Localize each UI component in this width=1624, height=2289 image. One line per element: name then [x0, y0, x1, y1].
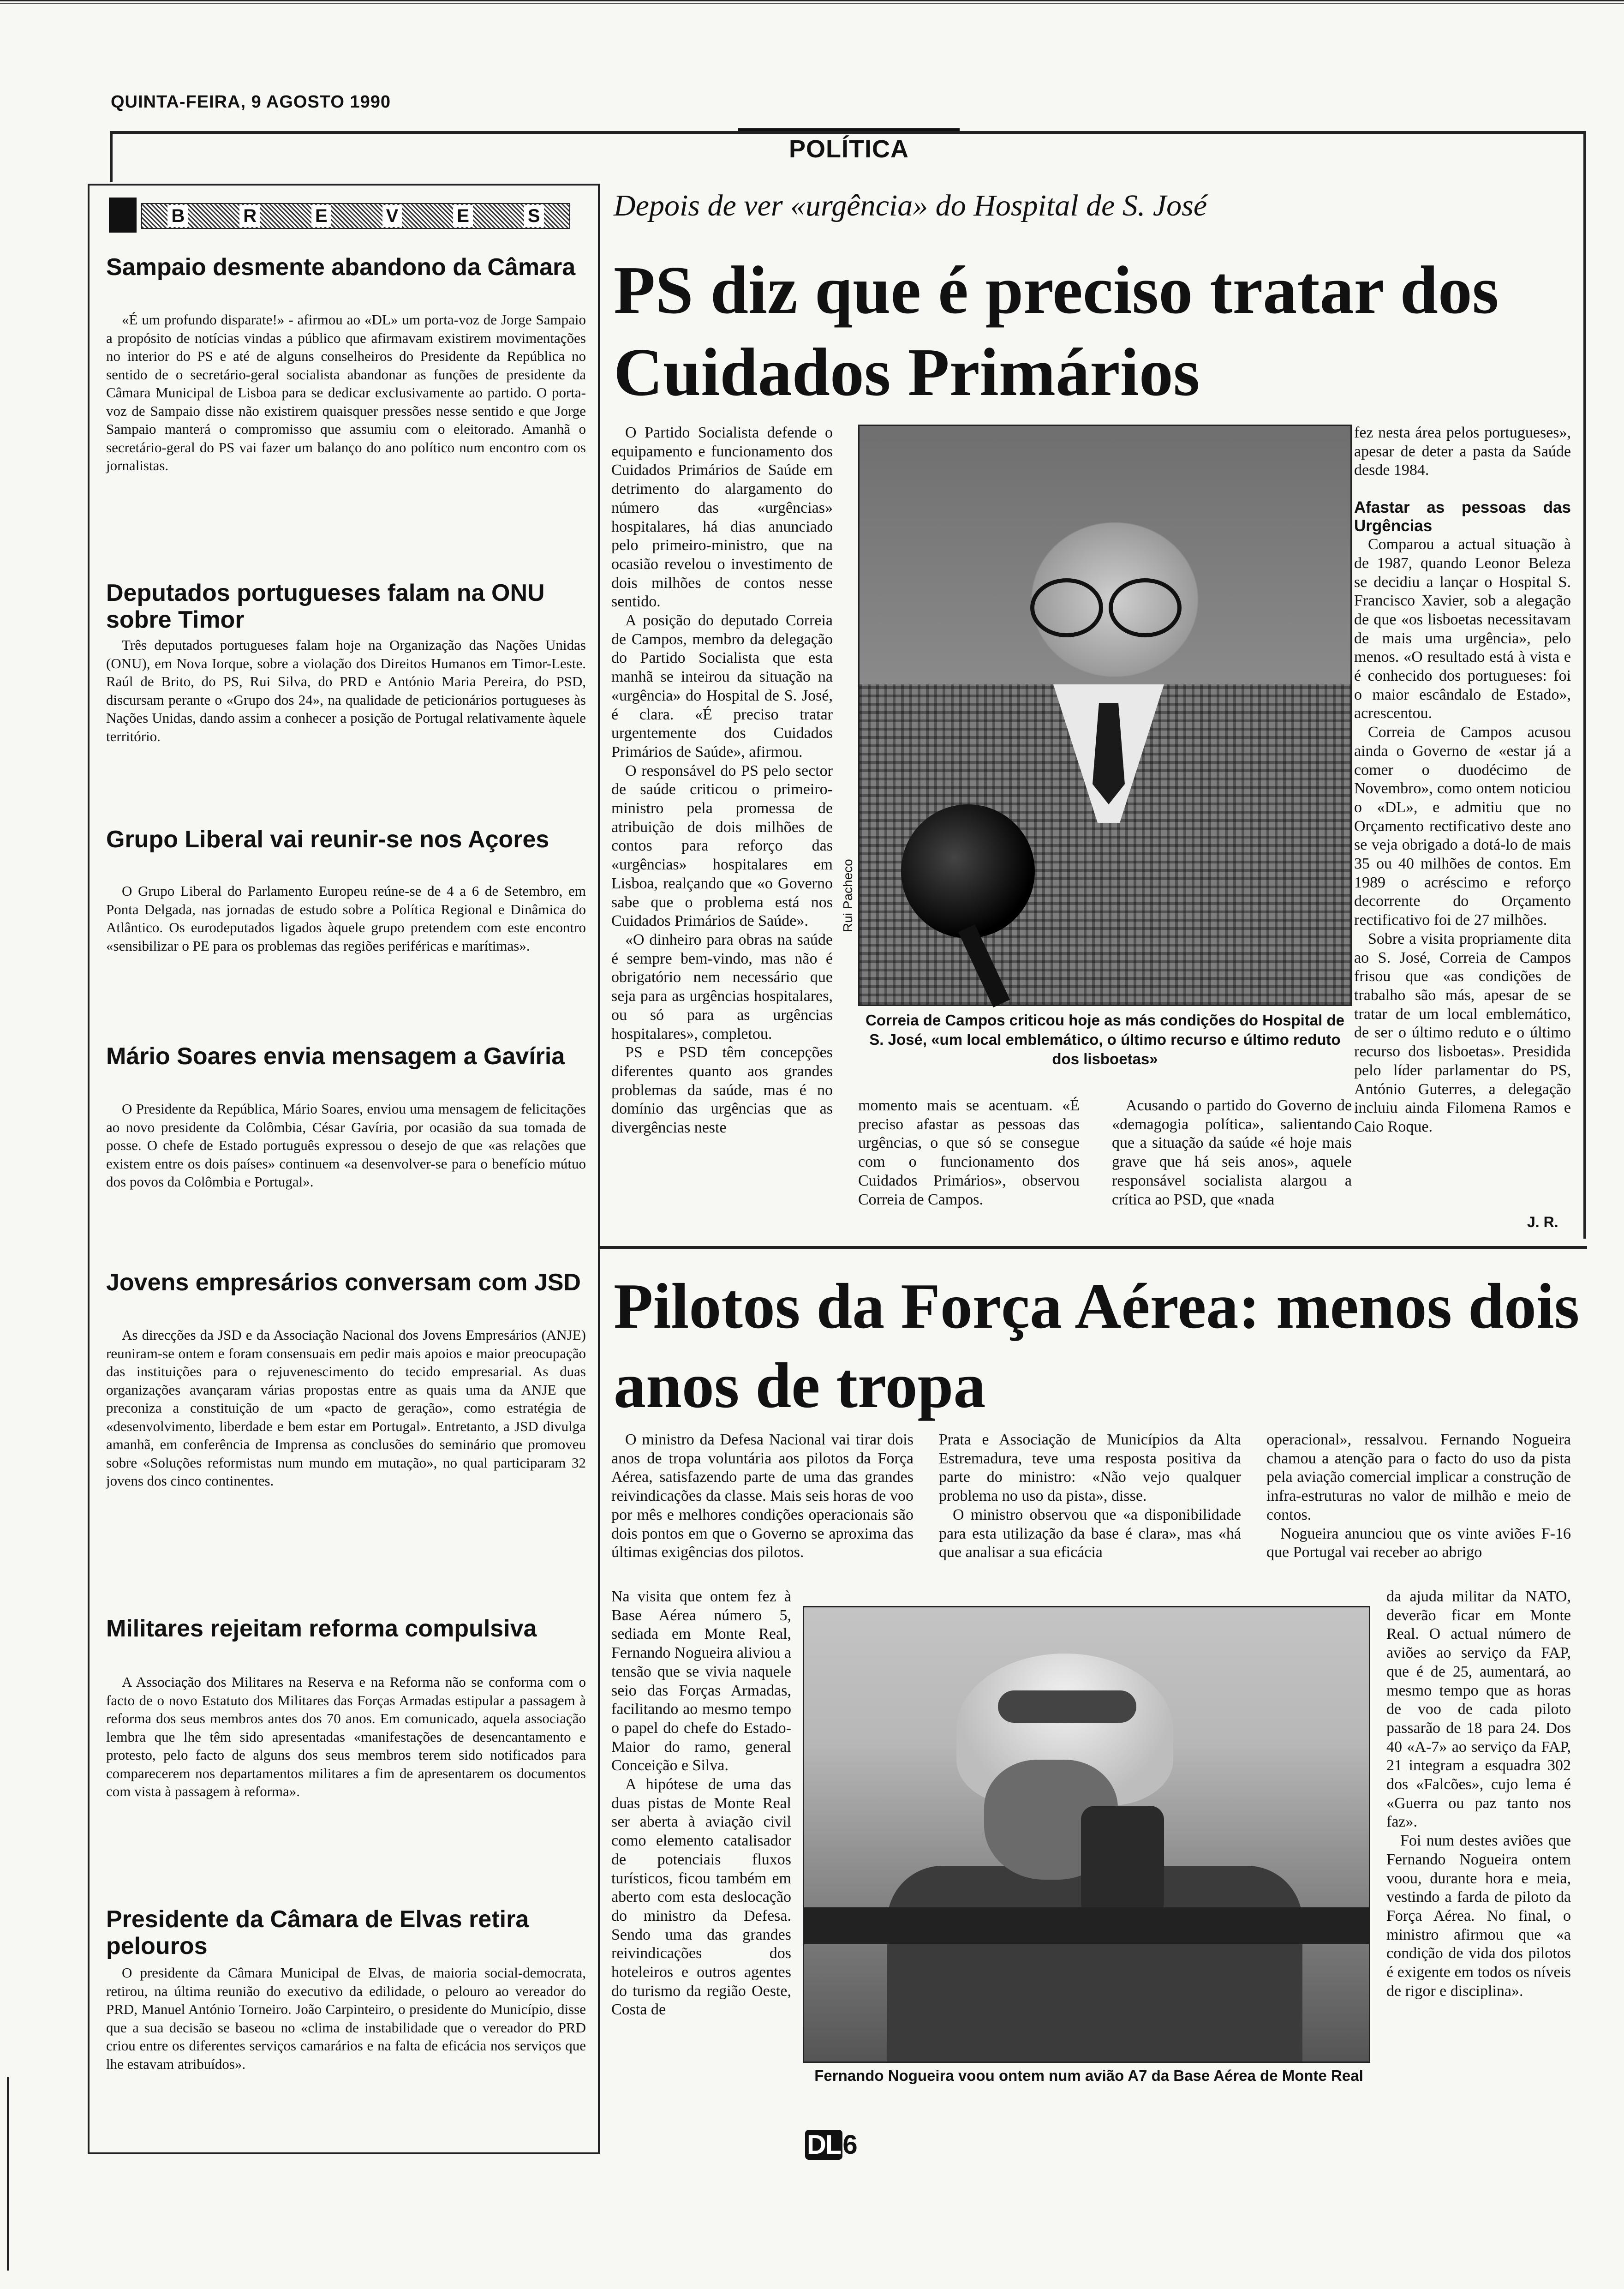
- page-top-rule: [0, 0, 1624, 6]
- paragraph: A hipótese de uma das duas pistas de Monte Real ser aberta à aviação civil como elemento catalisador de potenciais fluxos turísticos, ficou também em aberto com esta deslocação do ministro da Defesa. Sendo uma das grandes reivindicações dos hoteleiros e outros agentes do turismo da região Oeste, Costa de: [611, 1776, 791, 2019]
- article1-column-1: [611, 424, 833, 1138]
- article1-column-3: [1112, 1097, 1352, 1209]
- breves-square-icon: [109, 198, 137, 233]
- photo-correia-de-campos: [858, 425, 1352, 1006]
- paragraph: Sobre a visita propriamente dita ao S. José, Correia de Campos frisou que «as condições de trabalho são más, apesar de se tratar de um local emblemático, de ser o último reduto e o último recurso dos lisboetas». Presidida pelo líder parlamentar do PS, António Guterres, a delegação incluiu ainda Filomena Ramos e Caio Roque.: [1354, 930, 1571, 1135]
- newspaper-logo: [805, 2130, 874, 2160]
- article2-headline: Pilotos da Força Aérea: menos dois anos de tropa: [614, 1270, 1580, 1421]
- frame-left-rule: [110, 131, 113, 182]
- scan-edge-mark: [7, 2077, 9, 2271]
- article-divider: [600, 1246, 1587, 1249]
- paragraph: Acusando o partido do Governo de «demagogia política», salientando que a situação da saúde «é hoje mais grave que há seis anos», aquele responsável socialista alargou a crítica ao PSD, que «nada: [1112, 1097, 1352, 1208]
- dateline: QUINTA-FEIRA, 9 AGOSTO 1990: [111, 92, 391, 112]
- frame-right-rule: [1583, 131, 1586, 1239]
- breve-title: Sampaio desmente abandono da Câmara: [106, 254, 576, 281]
- article1-subhead: Afastar as pessoas das Urgências: [1354, 498, 1571, 535]
- paragraph: momento mais se acentuam. «É preciso afastar as pessoas das urgências, o que só se consegue com o funcionamento dos Cuidados Primários», observou Correia de Campos.: [858, 1097, 1080, 1208]
- paragraph: O Partido Socialista defende o equipamento e funcionamento dos Cuidados Primários de Saúde em detrimento do alargamento do número das «urgências» hospitalares, há dias anunciado pelo primeiro-ministro, que na ocasião revelou o investimento de dois milhões de contos nesse sentido.: [611, 424, 833, 611]
- photo-caption: Fernando Nogueira voou ontem num avião A7 da Base Aérea de Monte Real: [814, 2067, 1363, 2084]
- paragraph: Prata e Associação de Municípios da Alta Estremadura, teve uma resposta positiva da parte do ministro: «Não vejo qualquer problema no uso da pista», disse.: [939, 1431, 1241, 1505]
- article2-column-3-narrow: [1386, 1588, 1571, 2001]
- paragraph: O ministro observou que «a disponibilidade para esta utilização da base é clara», mas «há que analisar a sua eficácia: [939, 1506, 1241, 1561]
- logo-text: DL: [805, 2130, 842, 2160]
- breve-title: Militares rejeitam reforma compulsiva: [106, 1615, 537, 1642]
- article1-kicker: Depois de ver «urgência» do Hospital de S. José: [614, 189, 1207, 222]
- page-number: 6: [842, 2130, 857, 2160]
- paragraph: A posição do deputado Correia de Campos, membro da delegação do Partido Socialista que esta manhã se inteirou da situação na «urgência» do Hospital de S. José, é clara. «É preciso tratar urgentemente dos Cuidados Primários de Saúde», afirmou.: [611, 612, 833, 761]
- breve-body: O Presidente da República, Mário Soares, enviou uma mensagem de felicitações ao novo presidente da Colômbia, César Gavíria, por ocasião da sua tomada de posse. O chefe de Estado português expressou o desejo de que «as relações que existem entre os dois países» continuem «a desenvolver-se para o benefício mútuo dos povos da Colômbia e Portugal».: [106, 1101, 586, 1190]
- paragraph: fez nesta área pelos portugueses», apesar de deter a pasta da Saúde desde 1984.: [1354, 424, 1571, 479]
- paragraph: Na visita que ontem fez à Base Aérea número 5, sediada em Monte Real, Fernando Nogueira aliviou a tensão que se vivia naquele seio das Forças Armadas, facilitando ao mesmo tempo o papel do chefe do Estado-Maior do ramo, general Conceição e Silva.: [611, 1588, 791, 1774]
- paragraph: Nogueira anunciou que os vinte aviões F-16 que Portugal vai receber ao abrigo: [1266, 1525, 1571, 1561]
- breve-title: Grupo Liberal vai reunir-se nos Açores: [106, 826, 549, 853]
- breves-header: [141, 203, 570, 229]
- paragraph: PS e PSD têm concepções diferentes quanto aos grandes problemas da saúde, mas é no domínio das urgências que as divergências neste: [611, 1044, 833, 1137]
- photo-credit: Rui Pacheco: [841, 859, 855, 932]
- breve-body: «É um profundo disparate!» - afirmou ao «DL» um porta-voz de Jorge Sampaio a propósito de notícias vindas a público que afirmavam existirem movimentações no interior do PS e até de alguns conselheiros do Presidente da República no sentido de o secretário-geral socialista abandonar as funções de presidente da Câmara Municipal de Lisboa para se dedicar exclusivamente ao partido. O porta-voz de Sampaio disse não existirem quaisquer pressões nesse sentido e que Jorge Sampaio manterá o compromisso que assumiu com o eleitorado. Amanhã o secretário-geral do PS vai fazer um balanço do ano político num encontro com os jornalistas.: [106, 312, 586, 473]
- breve-body: A Associação dos Militares na Reserva e na Reforma não se conforma com o facto de o novo Estatuto dos Militares das Forças Armadas estipular a passagem à reforma dos seus membros antes dos 70 anos. Em comunicado, aquela associação lembra que lhe têm sido apresentadas «manifestações de desencantamento e protesto, pelo facto de alguns dos seus membros terem sido notificados para comparecerem nos departamentos militares a fim de apresentarem os documentos com vista à passagem à reforma».: [106, 1674, 586, 1799]
- breves-letter: E: [311, 205, 331, 227]
- paragraph: Correia de Campos acusou ainda o Governo de «estar já a comer o duodécimo de Novembro», como ontem noticiou o «DL», e admitiu que no Orçamento rectificativo deste ano se veja obrigado a dotá-lo de mais 35 ou 40 milhões de contos. Em 1989 o acréscimo e reforço decorrente do Orçamento rectificativo foi de 27 milhões.: [1354, 724, 1571, 929]
- paragraph: «O dinheiro para obras na saúde é sempre bem-vindo, mas não é obrigatório nem necessário que seja para as urgências hospitalares, ou só para as urgências hospitalares», completou.: [611, 931, 833, 1043]
- breve-title: Presidente da Câmara de Elvas retira pelouros: [106, 1906, 529, 1959]
- breves-letter: S: [524, 205, 544, 227]
- breves-letter: E: [453, 205, 473, 227]
- photo-caption: Correia de Campos criticou hoje as más condições do Hospital de S. José, «um local emblemático, o último recurso e último reduto dos lisboetas»: [866, 1012, 1344, 1067]
- frame-top-rule: [110, 131, 1586, 134]
- article1-headline: PS diz que é preciso tratar dos Cuidados Primários: [614, 252, 1499, 410]
- article1-column-4: [1354, 424, 1571, 1137]
- section-label: POLÍTICA: [789, 135, 909, 163]
- breves-letter: R: [239, 205, 260, 227]
- article2-column-3-top: [1266, 1431, 1571, 1562]
- breves-letter: V: [382, 205, 402, 227]
- paragraph: da ajuda militar da NATO, deverão ficar em Monte Real. O actual número de aviões ao serviço da FAP, que é de 25, aumentará, ao mesmo tempo que as horas de voo de cada piloto passarão de 18 para 24. Dos 40 «A-7» ao serviço da FAP, 21 integram a esquadra 302 dos «Falcões», cujo lema é «Guerra ou paz tanto nos faz».: [1386, 1588, 1571, 1831]
- breve-body: O presidente da Câmara Municipal de Elvas, de maioria social-democrata, retirou, na última reunião do executivo da edilidade, o pelouro ao vereador do PRD, Manuel António Torneiro. João Carpinteiro, o presidente do Município, disse que a sua decisão se baseou no «clima de instabilidade que o vereador do PRD criou entre os diferentes serviços camarários e na falta de eficácia nos serviços que lhe estavam atribuídos».: [106, 1965, 586, 2072]
- paragraph: O responsável do PS pelo sector de saúde criticou o primeiro-ministro pela promessa de atribuição de dois milhões de contos para reforço das «urgências» hospitalares em Lisboa, realçando que «o Governo sabe que o problema está nos Cuidados Primários de Saúde».: [611, 762, 833, 930]
- paragraph: Foi num destes aviões que Fernando Nogueira ontem voou, durante hora e meia, vestindo a farda de piloto da Força Aérea. No final, o ministro afirmou que «a condição de vida dos pilotos é exigente em todos os níveis de rigor e disciplina».: [1386, 1832, 1571, 2000]
- photo-fernando-nogueira-pilot: [803, 1606, 1370, 2063]
- breve-body: As direcções da JSD e da Associação Nacional dos Jovens Empresários (ANJE) reuniram-se ontem e foram consensuais em pedir mais apoios e maior preocupação das instituições para o rejuvenescimento do tecido empresarial. As duas organizações avançaram várias propostas entre as quais uma da ANJE que preconiza a constituição de um «pacto de geração», como estratégia de «desenvolvimento, liberdade e bem estar em Portugal». Entretanto, a JSD divulga amanhã, em conferência de Imprensa as conclusões do seminário que promoveu sobre «Soluções reformistas num mundo em mutação», no qual participaram 32 jovens dos cinco continentes.: [106, 1327, 586, 1489]
- breve-title: Deputados portugueses falam na ONU sobre Timor: [106, 580, 545, 633]
- paragraph: O ministro da Defesa Nacional vai tirar dois anos de tropa voluntária aos pilotos da Força Aérea, satisfazendo parte de uma das grandes reivindicações da classe. Mais seis horas de voo por mês e melhores condições operacionais são dois pontos em que o Governo se aproxima das últimas exigências dos pilotos.: [611, 1431, 914, 1561]
- article2-column-1-narrow: [611, 1588, 791, 2019]
- article2-column-2-top: [939, 1431, 1241, 1562]
- breve-body: Três deputados portugueses falam hoje na Organização das Nações Unidas (ONU), em Nova Iorque, sobre a violação dos Direitos Humanos em Timor-Leste. Raúl de Brito, do PS, Rui Silva, do PRD e António Maria Pereira, do PSD, discursam perante o «Grupo dos 24», na qualidade de peticionários portugueses às Nações Unidas, dando assim a conhecer a posição de Portugal relativamente àquele território.: [106, 637, 586, 744]
- paragraph: Comparou a actual situação à de 1987, quando Leonor Beleza se decidiu a lançar o Hospital S. Francisco Xavier, sob a alegação de que «os lisboetas necessitavam de mais uma urgência», pelo menos. «O resultado está à vista e é conhecido dos portugueses: foi o maior escândalo de Estado», acrescentou.: [1354, 536, 1571, 722]
- article2-column-1-top: [611, 1431, 914, 1562]
- breves-letter: B: [167, 205, 188, 227]
- article1-column-2: [858, 1097, 1080, 1209]
- article1-signature: J. R.: [1527, 1214, 1558, 1230]
- paragraph: operacional», ressalvou. Fernando Nogueira chamou a atenção para o facto do uso da pista pela aviação comercial implicar a construção de infra-estruturas no valor de milhão e meio de contos.: [1266, 1431, 1571, 1523]
- breve-body: O Grupo Liberal do Parlamento Europeu reúne-se de 4 a 6 de Setembro, em Ponta Delgada, nas jornadas de estudo sobre a Política Regional e Dinâmica do Atlântico. Os eurodeputados ligados àquele grupo pretendem com este encontro «sensibilizar o PE para os problemas das regiões periféricas e marítimas».: [106, 883, 586, 954]
- breve-title: Jovens empresários conversam com JSD: [106, 1269, 581, 1296]
- breve-title: Mário Soares envia mensagem a Gavíria: [106, 1043, 565, 1070]
